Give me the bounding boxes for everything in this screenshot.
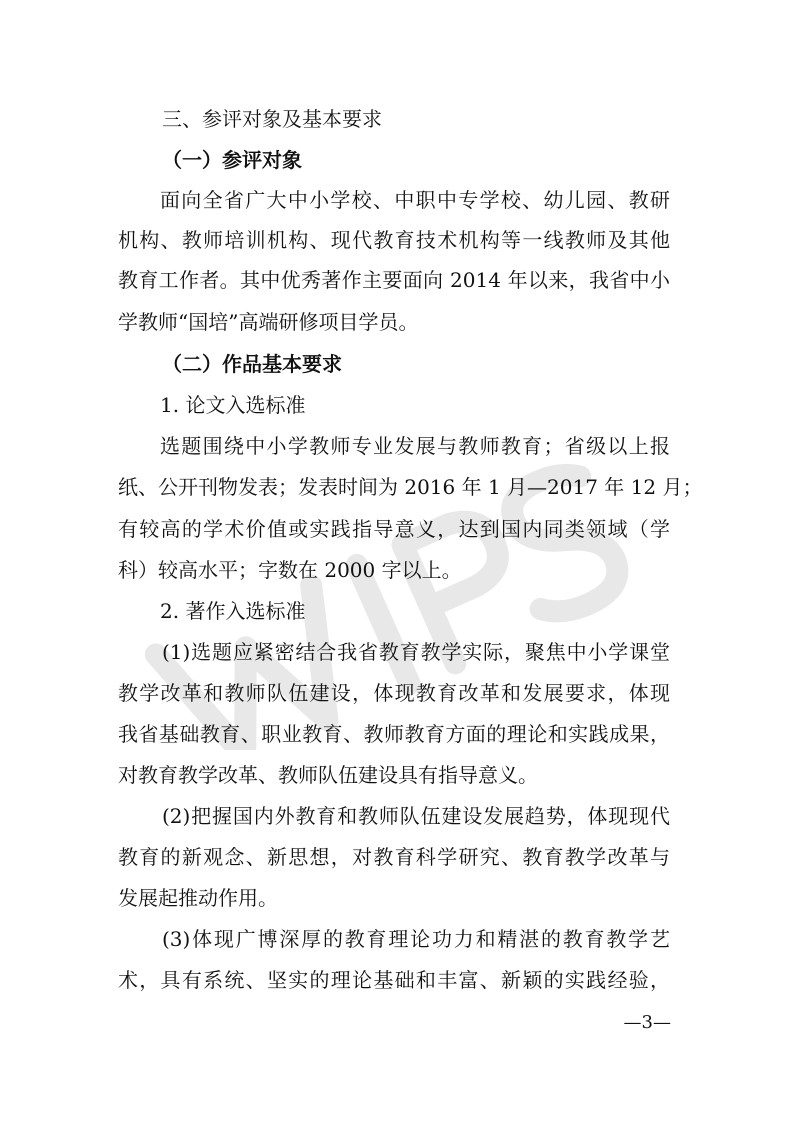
paragraph-line: (2)把握国内外教育和教师队伍建设发展趋势，体现现代	[162, 804, 670, 828]
paragraph-line: (3)体现广博深厚的教育理论功力和精湛的教育教学艺	[162, 927, 670, 951]
paragraph-line: 学教师“国培”高端研修项目学员。	[118, 310, 419, 334]
paragraph-line: 面向全省广大中小学校、中职中专学校、幼儿园、教研	[160, 188, 670, 212]
paragraph-line: 纸、公开刊物发表；发表时间为 2016 年 1 月—2017 年 12 月；	[118, 475, 703, 499]
item-title-papers: 1. 论文入选标准	[160, 393, 306, 417]
paragraph-line: (1)选题应紧密结合我省教育教学实际，聚焦中小学课堂	[162, 640, 670, 664]
paragraph-line: 教学改革和教师队伍建设，体现教育改革和发展要求，体现	[118, 681, 670, 705]
paragraph-line: 发展起推动作用。	[118, 886, 278, 910]
paragraph-line: 对教育教学改革、教师队伍建设具有指导意义。	[118, 763, 538, 787]
paragraph-line: 术，具有系统、坚实的理论基础和丰富、新颖的实践经验，	[118, 968, 670, 992]
paragraph-line: 机构、教师培训机构、现代教育技术机构等一线教师及其他	[118, 228, 670, 252]
paragraph-line: 选题围绕中小学教师专业发展与教师教育；省级以上报	[160, 434, 670, 458]
subsection-title-participants: （一）参评对象	[162, 148, 302, 172]
paragraph-line: 教育的新观念、新思想，对教育科学研究、教育教学改革与	[118, 845, 670, 869]
item-title-books: 2. 著作入选标准	[160, 599, 306, 623]
paragraph-line: 我省基础教育、职业教育、教师教育方面的理论和实践成果，	[118, 722, 670, 746]
paragraph-line: 有较高的学术价值或实践指导意义，达到国内同类领域（学	[118, 517, 670, 541]
section-heading: 三、参评对象及基本要求	[162, 107, 382, 131]
page-number: —3—	[623, 1012, 671, 1033]
paragraph-line: 科）较高水平；字数在 2000 字以上。	[118, 558, 462, 582]
subsection-title-requirements: （二）作品基本要求	[162, 352, 342, 376]
paragraph-line: 教育工作者。其中优秀著作主要面向 2014 年以来，我省中小	[118, 268, 670, 292]
